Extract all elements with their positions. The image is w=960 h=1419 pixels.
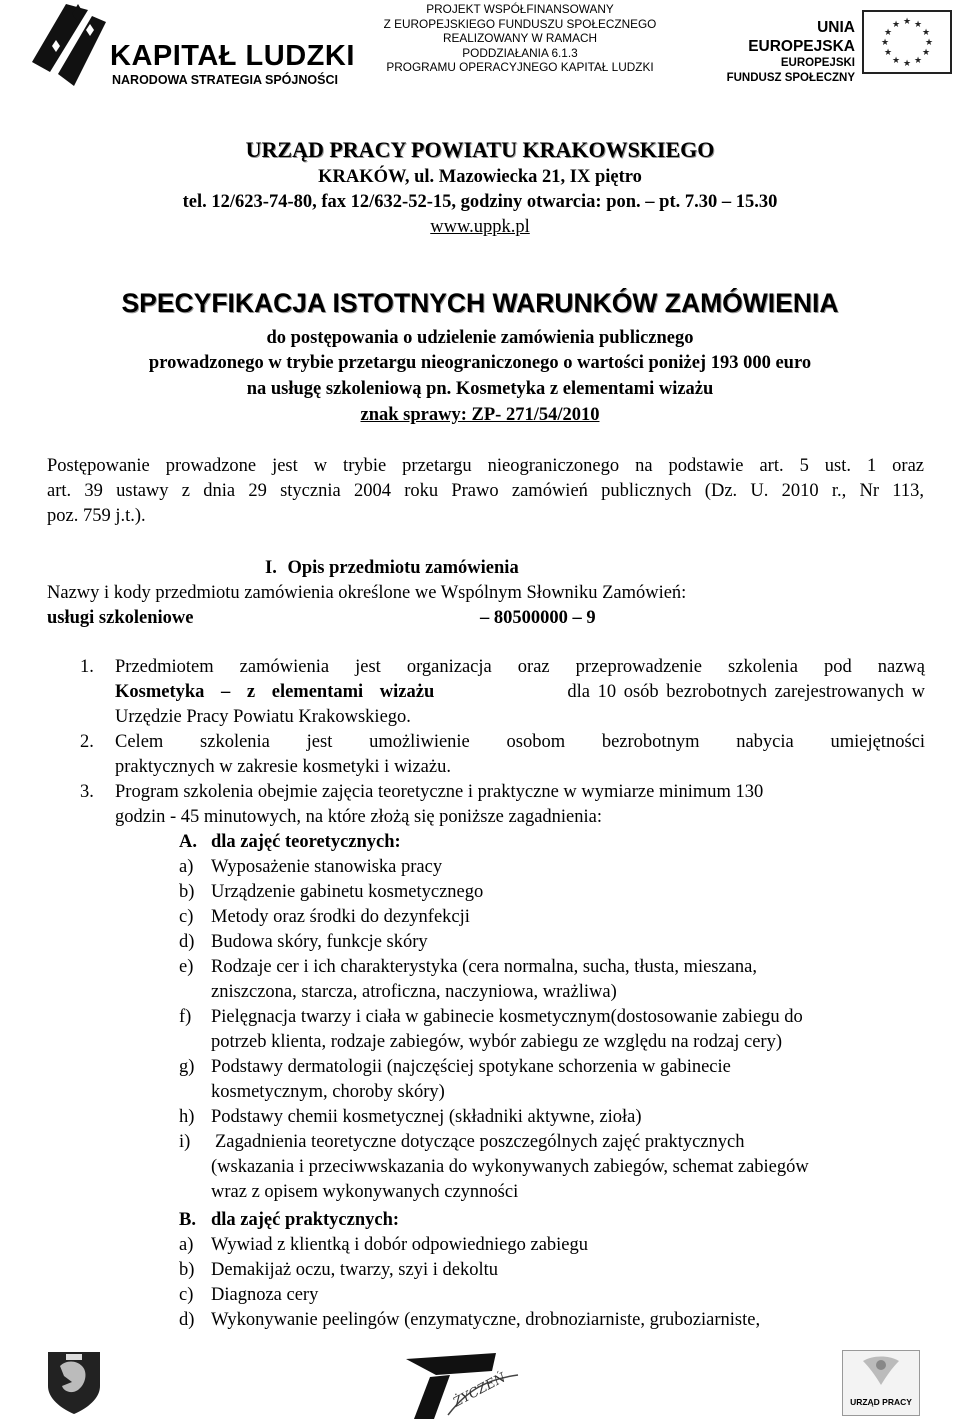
list-item-cont: wraz z opisem wykonywanych czynności — [211, 1182, 519, 1202]
list-marker: f) — [179, 1007, 192, 1027]
cofinance-line: PROGRAMU OPERACYJNEGO KAPITAŁ LUDZKI — [386, 60, 654, 74]
office-name: URZĄD PRACY POWIATU KRAKOWSKIEGO — [245, 137, 715, 162]
list-item: Metody oraz środki do dezynfekcji — [211, 907, 470, 927]
list-marker: i) — [179, 1132, 191, 1152]
logo-subtitle: NARODOWA STRATEGIA SPÓJNOŚCI — [112, 73, 338, 87]
cofinance-line: Z EUROPEJSKIEGO FUNDUSZU SPOŁECZNEGO — [383, 16, 657, 31]
svg-text:★: ★ — [891, 56, 901, 66]
office-address: KRAKÓW, ul. Mazowiecka 21, IX piętro — [318, 167, 642, 187]
list-item: Diagnoza cery — [211, 1285, 319, 1305]
section-number: I. — [265, 558, 277, 578]
svg-text:★: ★ — [891, 20, 901, 30]
county-coat-of-arms-icon — [42, 1348, 106, 1418]
office-logo — [842, 1350, 920, 1416]
cpv-code: – 80500000 – 9 — [480, 608, 596, 628]
item-number: 2. — [80, 732, 94, 752]
office-logo-text: URZĄD PRACY — [850, 1397, 912, 1407]
subtitle-line: na usługę szkoleniową pn. Kosmetyka z elementami wizażu — [246, 379, 714, 399]
part-a-heading — [179, 831, 401, 853]
part-b-label: B. — [179, 1210, 196, 1230]
list-marker: a) — [179, 1235, 194, 1255]
list-marker: b) — [179, 882, 195, 902]
case-number — [0, 404, 960, 426]
list-marker: e) — [179, 957, 194, 977]
part-b-title: dla zajęć praktycznych: — [211, 1210, 400, 1230]
list-item: Budowa skóry, funkcje skóry — [211, 932, 428, 952]
cofinance-line: PROJEKT WSPÓŁFINANSOWANY — [426, 2, 614, 16]
stamp-text: ŻYCZEŃ — [450, 1370, 509, 1411]
svg-text:★: ★ — [902, 17, 912, 27]
list-item: Zagadnienia teoretyczne dotyczące poszczególnych zajęć praktycznych — [215, 1132, 745, 1152]
item-1-line: Przedmiotem zamówienia jest organizacja oraz przeprowadzenie szkolenia pod nazwą — [115, 657, 925, 677]
office-website[interactable]: www.uppk.pl — [430, 217, 530, 237]
list-item: Wykonywanie peelingów (enzymatyczne, drobnoziarniste, gruboziarniste, — [211, 1310, 761, 1330]
subtitle-line: prowadzonego w trybie przetargu nieograniczonego o wartości poniżej 193 000 euro — [148, 353, 812, 373]
part-a-label: A. — [179, 832, 197, 852]
list-marker: d) — [179, 932, 195, 952]
subtitle-line: do postępowania o udzielenie zamówienia publicznego — [266, 328, 694, 348]
list-item: Demakijaż oczu, twarzy, szyi i dekoltu — [211, 1260, 498, 1280]
list-item: Pielęgnacja twarzy i ciała w gabinecie kosmetycznym(dostosowanie zabiegu do — [211, 1007, 803, 1027]
cpv-service: usługi szkoleniowe — [47, 608, 194, 628]
cofinance-line: PODDZIAŁANIA 6.1.3 — [462, 45, 578, 60]
training-name: Kosmetyka – z elementami wizażu — [115, 682, 435, 702]
eu-flag-icon — [862, 10, 952, 74]
svg-text:★: ★ — [883, 48, 893, 58]
svg-text:★: ★ — [924, 38, 934, 48]
intro-line: poz. 759 j.t.). — [47, 506, 146, 526]
list-marker: d) — [179, 1310, 195, 1330]
list-item: Podstawy dermatologii (najczęściej spotykane schorzenia w gabinecie — [211, 1057, 731, 1077]
eu-line2: EUROPEJSKI — [780, 57, 855, 69]
anniversary-stamp-icon — [378, 1349, 528, 1419]
kapital-ludzki-logo — [28, 2, 358, 92]
item-1-line2-rest: dla 10 osób bezrobotnych zarejestrowanych w — [567, 682, 925, 702]
list-item-cont: (wskazania i przeciwwskazania do wykonywanych zabiegów, schemat zabiegów — [211, 1157, 809, 1177]
list-marker: h) — [179, 1107, 195, 1127]
list-item: Podstawy chemii kosmetycznej (składniki aktywne, zioła) — [211, 1107, 642, 1127]
item-1-line3: Urzędzie Pracy Powiatu Krakowskiego. — [115, 707, 411, 727]
list-item-cont: potrzeb klienta, rodzaje zabiegów, wybór zabiegu ze względu na rodzaj cery) — [211, 1032, 782, 1052]
list-marker: g) — [179, 1057, 195, 1077]
svg-text:★: ★ — [902, 59, 912, 69]
list-item-cont: kosmetycznym, choroby skóry) — [211, 1082, 445, 1102]
section-heading — [265, 557, 519, 579]
svg-text:★: ★ — [913, 20, 923, 30]
list-item: Wywiad z klientką i dobór odpowiedniego zabiegu — [211, 1235, 589, 1255]
cofinance-note — [360, 2, 680, 75]
list-item: Urządzenie gabinetu kosmetycznego — [211, 882, 484, 902]
part-b-heading — [179, 1209, 400, 1231]
intro-line: art. 39 ustawy z dnia 29 stycznia 2004 roku Prawo zamówień publicznych (Dz. U. 2010 r., Nr 113, — [47, 481, 924, 501]
intro-line: Postępowanie prowadzone jest w trybie przetargu nieograniczonego na podstawie art. 5 ust. 1 oraz — [47, 456, 924, 476]
svg-text:★: ★ — [921, 28, 931, 38]
kapital-ludzki-icon — [28, 2, 108, 90]
svg-text:★: ★ — [880, 38, 890, 48]
item-3-line: Program szkolenia obejmie zajęcia teoretyczne i praktyczne w wymiarze minimum 130 — [115, 782, 764, 802]
svg-text:★: ★ — [913, 56, 923, 66]
list-item-cont: zniszczona, starcza, atroficzna, naczyniowa, wrażliwa) — [211, 982, 617, 1002]
list-marker: c) — [179, 907, 194, 927]
svg-text:★: ★ — [883, 28, 893, 38]
eu-logo-text — [720, 18, 855, 86]
document-title: SPECYFIKACJA ISTOTNYCH WARUNKÓW ZAMÓWIENIA — [121, 288, 839, 318]
eu-line3: FUNDUSZ SPOŁECZNY — [726, 72, 855, 84]
eu-line1: UNIA EUROPEJSKA — [748, 19, 855, 55]
item-number: 3. — [80, 782, 94, 802]
logo-title: KAPITAŁ LUDZKI — [110, 40, 355, 72]
list-item: Rodzaje cer i ich charakterystyka (cera normalna, sucha, tłusta, mieszana, — [211, 957, 758, 977]
part-a-title: dla zajęć teoretycznych: — [211, 832, 401, 852]
item-number: 1. — [80, 657, 94, 677]
svg-text:★: ★ — [921, 48, 931, 58]
list-marker: c) — [179, 1285, 194, 1305]
office-contact: tel. 12/623-74-80, fax 12/632-52-15, godziny otwarcia: pon. – pt. 7.30 – 15.30 — [182, 192, 778, 212]
cpv-names-line: Nazwy i kody przedmiotu zamówienia określone we Wspólnym Słowniku Zamówień: — [47, 583, 687, 603]
item-3-line2: godzin - 45 minutowych, na które złożą się poniższe zagadnienia: — [115, 807, 602, 827]
section-title: Opis przedmiotu zamówienia — [287, 558, 519, 578]
cofinance-line: REALIZOWANY W RAMACH — [442, 31, 598, 45]
list-marker: a) — [179, 857, 194, 877]
list-item: Wyposażenie stanowiska pracy — [211, 857, 443, 877]
case-number-text: znak sprawy: ZP- 271/54/2010 — [360, 405, 600, 425]
list-marker: b) — [179, 1260, 195, 1280]
item-2-line: Celem szkolenia jest umożliwienie osobom bezrobotnym nabycia umiejętności — [115, 732, 925, 752]
item-2-line2: praktycznych w zakresie kosmetyki i wizażu. — [115, 757, 451, 777]
office-logo-icon — [843, 1351, 919, 1397]
